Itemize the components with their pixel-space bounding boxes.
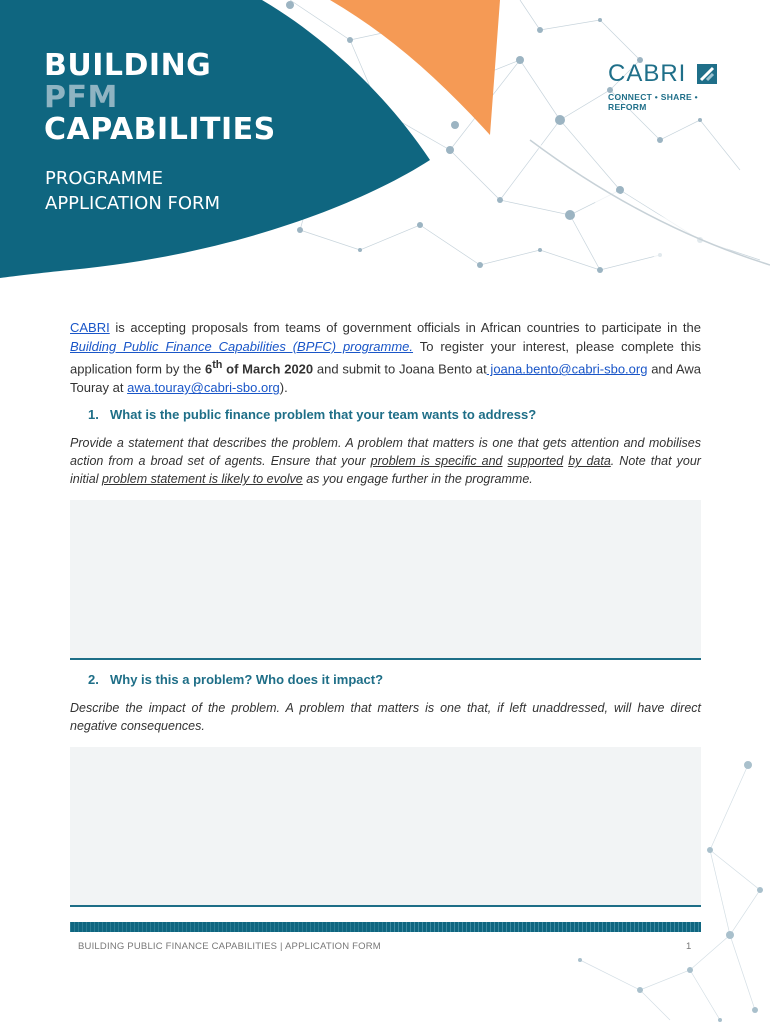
logo-tagline: CONNECT • SHARE • REFORM bbox=[608, 92, 698, 112]
intro-text-3: and submit to Joana Bento at bbox=[313, 361, 487, 377]
banner-subtitle-line-2: APPLICATION FORM bbox=[45, 193, 221, 214]
page-number: 1 bbox=[686, 941, 692, 952]
question-1-description bbox=[70, 434, 701, 488]
q1-desc-part: as you engage further in the programme. bbox=[302, 472, 533, 487]
question-1-number: 1. bbox=[88, 407, 99, 423]
banner-title-line-3: CAPABILITIES bbox=[44, 112, 276, 147]
intro-text-5: ). bbox=[279, 380, 288, 396]
cabri-mark-icon bbox=[697, 64, 717, 84]
deadline-suffix: th bbox=[212, 359, 223, 371]
footer-text: BUILDING PUBLIC FINANCE CAPABILITIES | APPLICATION FORM bbox=[78, 941, 381, 952]
deadline-month: of March 2020 bbox=[222, 361, 314, 377]
form-content bbox=[70, 318, 701, 907]
footer-bar bbox=[70, 922, 701, 932]
bpfc-programme-link[interactable]: Building Public Finance Capabilities (BPFC) programme. bbox=[70, 339, 414, 354]
q1-desc-underlined: by data bbox=[568, 454, 611, 469]
question-2-text: Why is this a problem? Who does it impact? bbox=[110, 672, 384, 688]
intro-text-1: is accepting proposals from teams of government officials in African countries to participate in the bbox=[109, 320, 701, 335]
email-joana-link[interactable]: joana.bento@cabri-sbo.org bbox=[486, 361, 648, 377]
q1-desc-part: Provide a statement that describes the problem. A problem that matters is one that gets attention and mobilises action from a broad set of agents. Ensure that your bbox=[70, 436, 701, 469]
q1-desc-underlined: supported bbox=[507, 454, 564, 469]
cabri-logo bbox=[608, 60, 738, 112]
q1-desc-part: . Note that your initial bbox=[70, 454, 701, 487]
question-2-answer-field[interactable] bbox=[70, 747, 701, 907]
intro-text-4: and Awa Touray at bbox=[70, 361, 701, 396]
banner-subtitle-line-1: PROGRAMME bbox=[45, 168, 164, 189]
question-1-title bbox=[88, 407, 701, 422]
intro-text-2: To register your interest, please complete this application form by the bbox=[70, 339, 701, 377]
q1-desc-underlined: problem statement is likely to evolve bbox=[101, 472, 303, 487]
logo-wordmark: CABRI bbox=[608, 60, 687, 87]
banner-title-line-1: BUILDING bbox=[44, 48, 212, 83]
question-1-text: What is the public finance problem that your team wants to address? bbox=[110, 407, 537, 423]
question-2-number: 2. bbox=[88, 672, 99, 688]
cabri-link[interactable]: CABRI bbox=[70, 320, 110, 335]
header-banner-art bbox=[0, 0, 770, 300]
question-2-description: Describe the impact of the problem. A problem that matters is one that, if left unaddressed, will have direct negative consequences. bbox=[70, 701, 701, 734]
deadline-day: 6 bbox=[204, 361, 213, 377]
question-2-title bbox=[88, 672, 701, 687]
intro-paragraph bbox=[70, 318, 701, 397]
banner-title-line-2: PFM bbox=[44, 80, 118, 115]
email-awa-link[interactable]: awa.touray@cabri-sbo.org bbox=[127, 380, 280, 396]
question-1-answer-field[interactable] bbox=[70, 500, 701, 660]
q1-desc-underlined: problem is specific and bbox=[370, 454, 503, 469]
